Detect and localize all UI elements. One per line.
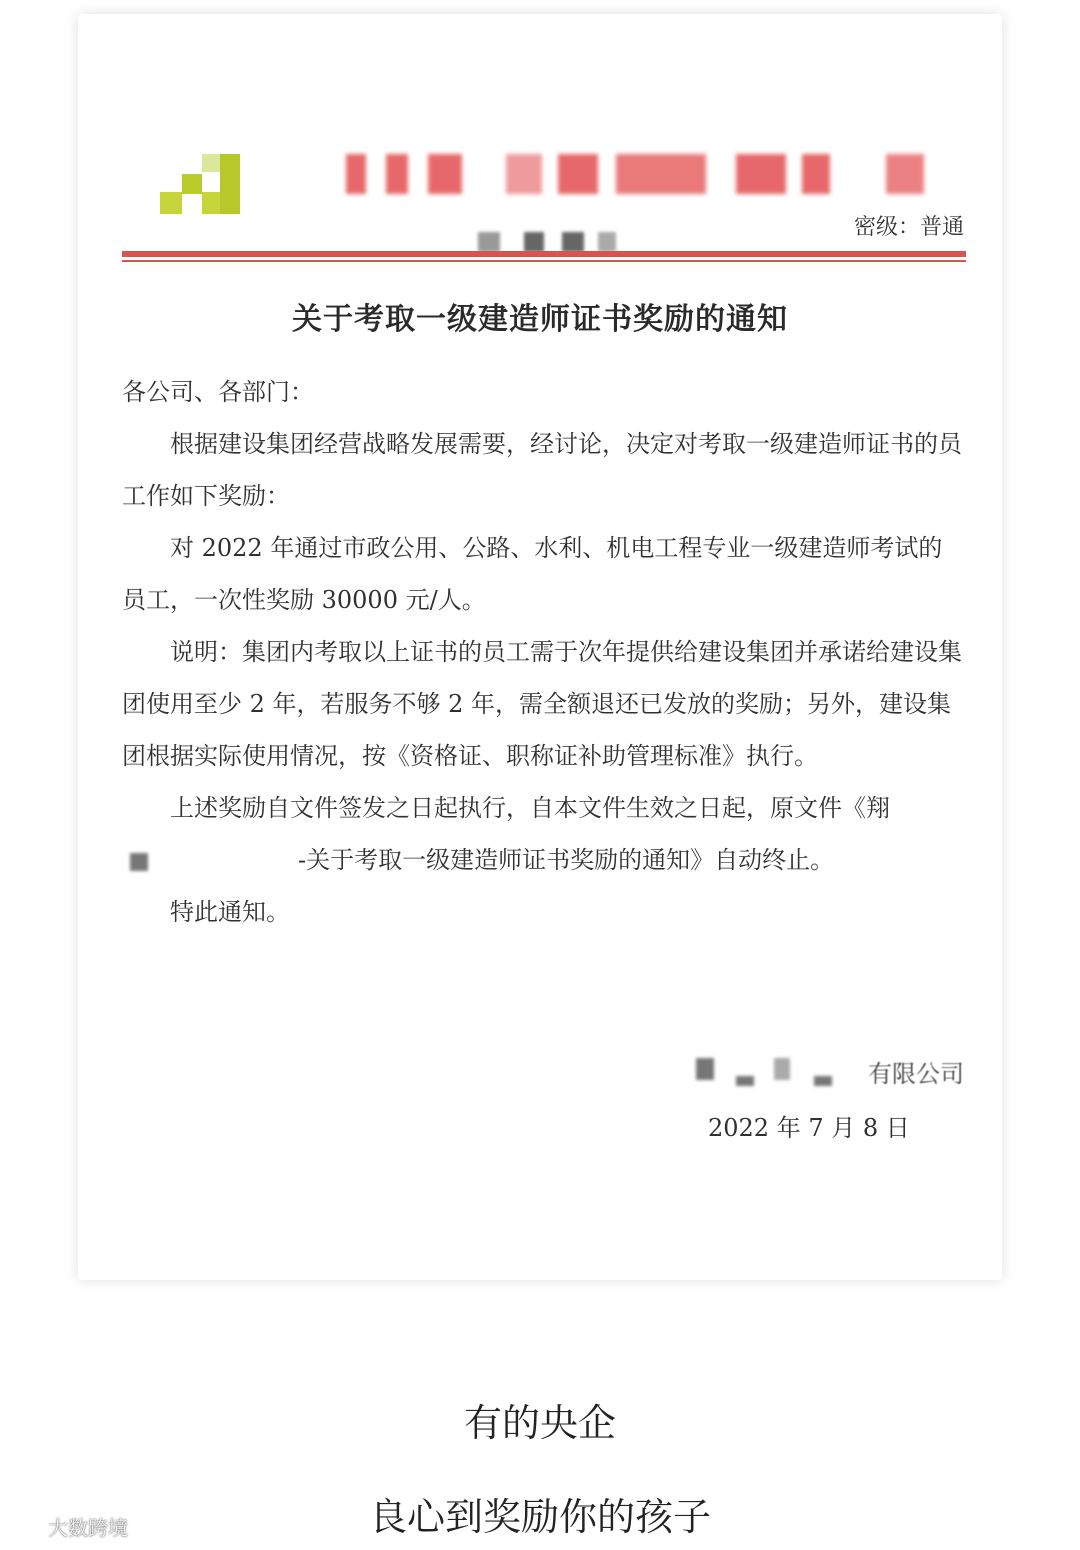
paragraph-reward-intro: 根据建设集团经营战略发展需要，经讨论，决定对考取一级建造师证书的员工作如下奖励：	[122, 430, 962, 510]
paragraph-explanation: 说明：集团内考取以上证书的员工需于次年提供给建设集团并承诺给建设集团使用至少 2 年，若服务不够 2 年，需全额退还已发放的奖励；另外，建设集团根据实际使用情况，按《资格证、职称证补助管理标准》执行。	[122, 638, 962, 770]
company-logo	[160, 154, 240, 214]
paragraph-reward-amount: 对 2022 年通过市政公用、公路、水利、机电工程专业一级建造师考试的员工，一次性奖励 30000 元/人。	[122, 534, 943, 614]
issuer-suffix: 有限公司	[868, 1060, 964, 1088]
paragraph-effective-date	[122, 782, 966, 886]
red-header-rule-thin	[122, 260, 966, 262]
document-body	[122, 366, 966, 938]
redacted-issuer-name	[696, 1058, 856, 1094]
secret-level: 密级：普通	[853, 215, 964, 240]
redacted-file-name	[130, 853, 148, 871]
paragraph-closing: 特此通知。	[170, 898, 290, 926]
paragraph-effective-date-end: -关于考取一级建造师证书奖励的通知》自动终止。	[298, 846, 835, 874]
redacted-company-header	[346, 154, 936, 194]
paragraph-effective-date-start: 上述奖励自文件签发之日起执行，自本文件生效之日起，原文件《翔	[170, 794, 890, 822]
watermark	[10, 1512, 128, 1541]
notice-document	[78, 14, 1002, 1280]
watermark-text: 大数跨境	[48, 1516, 128, 1540]
caption-line-1: 有的央企	[463, 1401, 616, 1445]
watermark-logo-icon	[10, 1516, 44, 1538]
red-header-rule	[122, 251, 966, 257]
document-date: 2022 年 7 月 8 日	[708, 1114, 910, 1142]
document-title: 关于考取一级建造师证书奖励的通知	[292, 302, 788, 337]
caption-line-2: 良心到奖励你的孩子	[368, 1495, 711, 1539]
salutation: 各公司、各部门：	[122, 378, 314, 406]
